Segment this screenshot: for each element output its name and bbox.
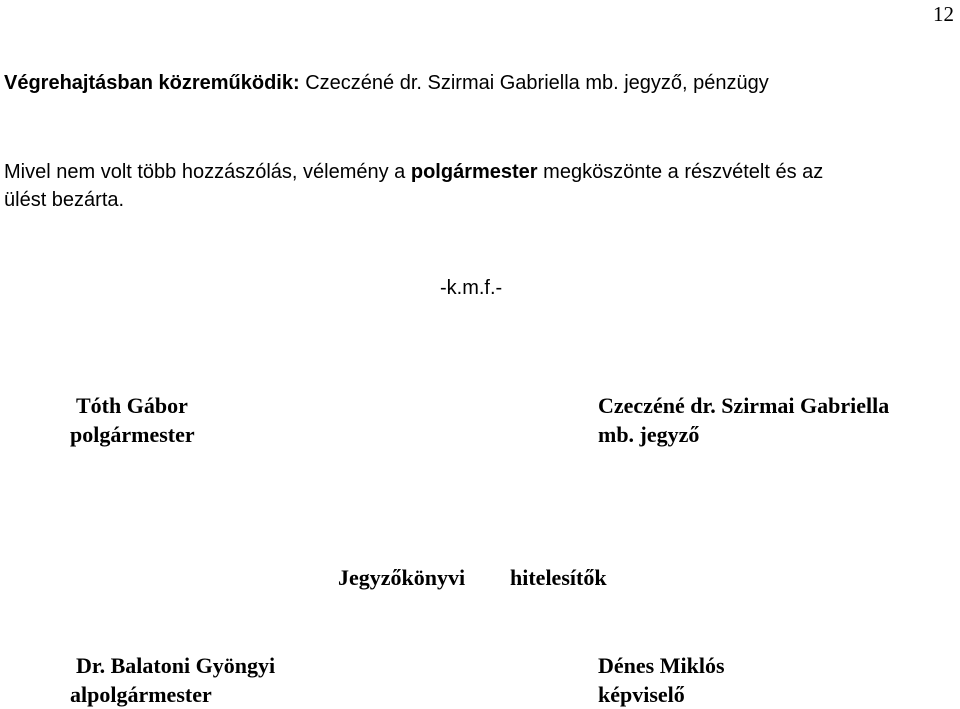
executor-label: Végrehajtásban közreműködik: [4, 72, 300, 94]
authenticator-right-title: képviselő [598, 682, 685, 707]
authenticators-heading-right: hitelesítők [510, 565, 607, 590]
authenticators-heading-left: Jegyzőkönyvi [338, 565, 466, 590]
mayor-title: polgármester [70, 422, 195, 447]
authenticator-left-name: Dr. Balatoni Gyöngyi [76, 653, 276, 678]
closing-line-1 [4, 158, 823, 186]
authenticator-right-name: Dénes Miklós [598, 653, 725, 678]
closing-text-before: Mivel nem volt több hozzászólás, vélemény a [4, 161, 406, 183]
executor-value: Czeczéné dr. Szirmai Gabriella mb. jegyző, pénzügy [305, 72, 769, 94]
kmf-mark: -k.m.f.- [440, 277, 503, 299]
closing-line-2: ülést bezárta. [4, 189, 125, 211]
authenticator-left-title: alpolgármester [70, 682, 212, 707]
closing-text-after: megköszönte a részvételt és az [543, 161, 824, 183]
page-number: 12 [933, 2, 954, 26]
mayor-name: Tóth Gábor [76, 393, 188, 418]
closing-bold-mayor: polgármester [410, 161, 538, 183]
closing-paragraph [4, 158, 823, 214]
executor-line [4, 72, 769, 95]
notary-name: Czeczéné dr. Szirmai Gabriella [598, 393, 890, 418]
notary-title: mb. jegyző [598, 422, 700, 447]
